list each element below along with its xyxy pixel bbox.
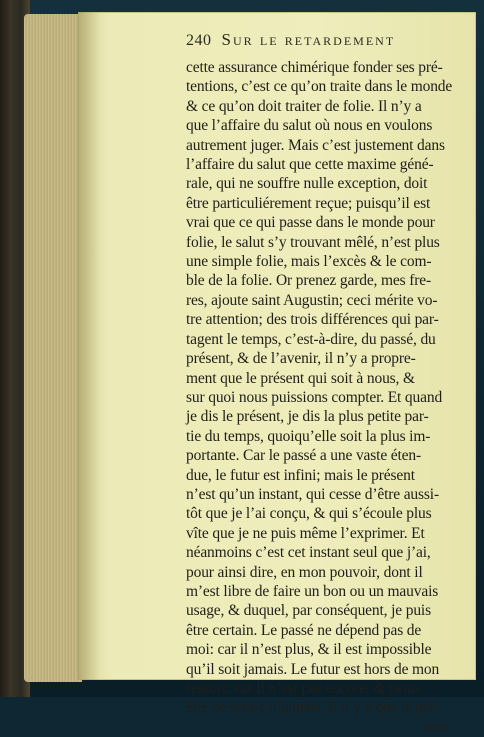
text-line: tôt que je l’ai conçu, & qui s’écoule plus <box>186 505 432 523</box>
text-line: n’est qu’un instant, qui cesse d’être aussi- <box>186 485 439 503</box>
text-line: tentions, c’est ce qu’on traite dans le monde <box>186 78 453 96</box>
text-line: m’est libre de faire un bon ou un mauvais <box>186 582 439 600</box>
text-line: cette assurance chimérique fonder ses pré- <box>186 59 443 76</box>
gutter-shadow <box>78 12 100 680</box>
text-line: être particuliérement reçue; puisqu’il est <box>186 194 431 212</box>
text-line: portante. Car le passé a une vaste éten- <box>186 447 422 465</box>
text-line: qu’il soit jamais. Le futur est hors de mon <box>186 660 440 678</box>
text-line: & ce qu’on doit traiter de folie. Il n’y a <box>186 97 422 115</box>
running-title: Sur le retardement <box>221 30 396 49</box>
text-line: une simple folie, mais l’excès & le com- <box>186 253 432 271</box>
text-line: due, le futur est infini; mais le présent <box>186 466 415 484</box>
text-line: vîte que je ne puis même l’exprimer. Et <box>186 524 425 542</box>
text-line: l’affaire du salut que cette maxime géné- <box>186 156 434 174</box>
text-line: usage, & duquel, par conséquent, je puis <box>186 602 431 620</box>
body-text <box>186 58 453 737</box>
text-line: rale, qui ne souffre nulle exception, doit <box>186 175 428 193</box>
text-line: ressort; car il n’est pas encore, & peut- <box>186 680 421 697</box>
text-line: autrement juger. Mais c’est justement dans <box>186 136 445 154</box>
text-line: sur quoi nous puissions compter. Et quand <box>186 388 443 406</box>
text-line: moi: car il n’est plus, & il est impossible <box>186 641 432 659</box>
text-line: présent, & de l’avenir, il n’y a propre- <box>186 350 416 368</box>
text-line: tre attention; des trois différences qui par- <box>186 311 439 329</box>
text-line: res, ajoute saint Augustin; ceci mérite vo- <box>186 291 438 309</box>
text-line: tagent le temps, c’est-à-dire, du passé, du <box>186 330 436 348</box>
text-line: vrai que ce qui passe dans le monde pour <box>186 214 435 232</box>
text-line: ment que le présent qui soit à nous, & <box>186 369 415 387</box>
page-header <box>186 30 446 52</box>
text-line: folie, le salut s’y trouvant mêlé, n’est plus <box>186 233 440 251</box>
text-line: je dis le présent, je dis la plus petite par- <box>186 408 429 426</box>
page-number: 240 <box>186 32 212 49</box>
text-line: tie du temps, quoiqu’elle soit la plus im- <box>186 427 431 445</box>
text-line: néanmoins c’est cet instant seul que j’ai, <box>186 544 431 562</box>
catchword: sent <box>423 718 448 736</box>
page-edges <box>24 14 82 682</box>
text-line: ble de la folie. Or prenez garde, mes fre- <box>186 272 432 290</box>
text-line: être certain. Le passé ne dépend pas de <box>186 621 422 639</box>
text-line: que l’affaire du salut où nous en voulons <box>186 117 433 135</box>
text-line: être ne sera-t-il jamais. Il n’y a que le pré- <box>186 699 440 717</box>
text-line: pour ainsi dire, en mon pouvoir, dont il <box>186 563 423 581</box>
